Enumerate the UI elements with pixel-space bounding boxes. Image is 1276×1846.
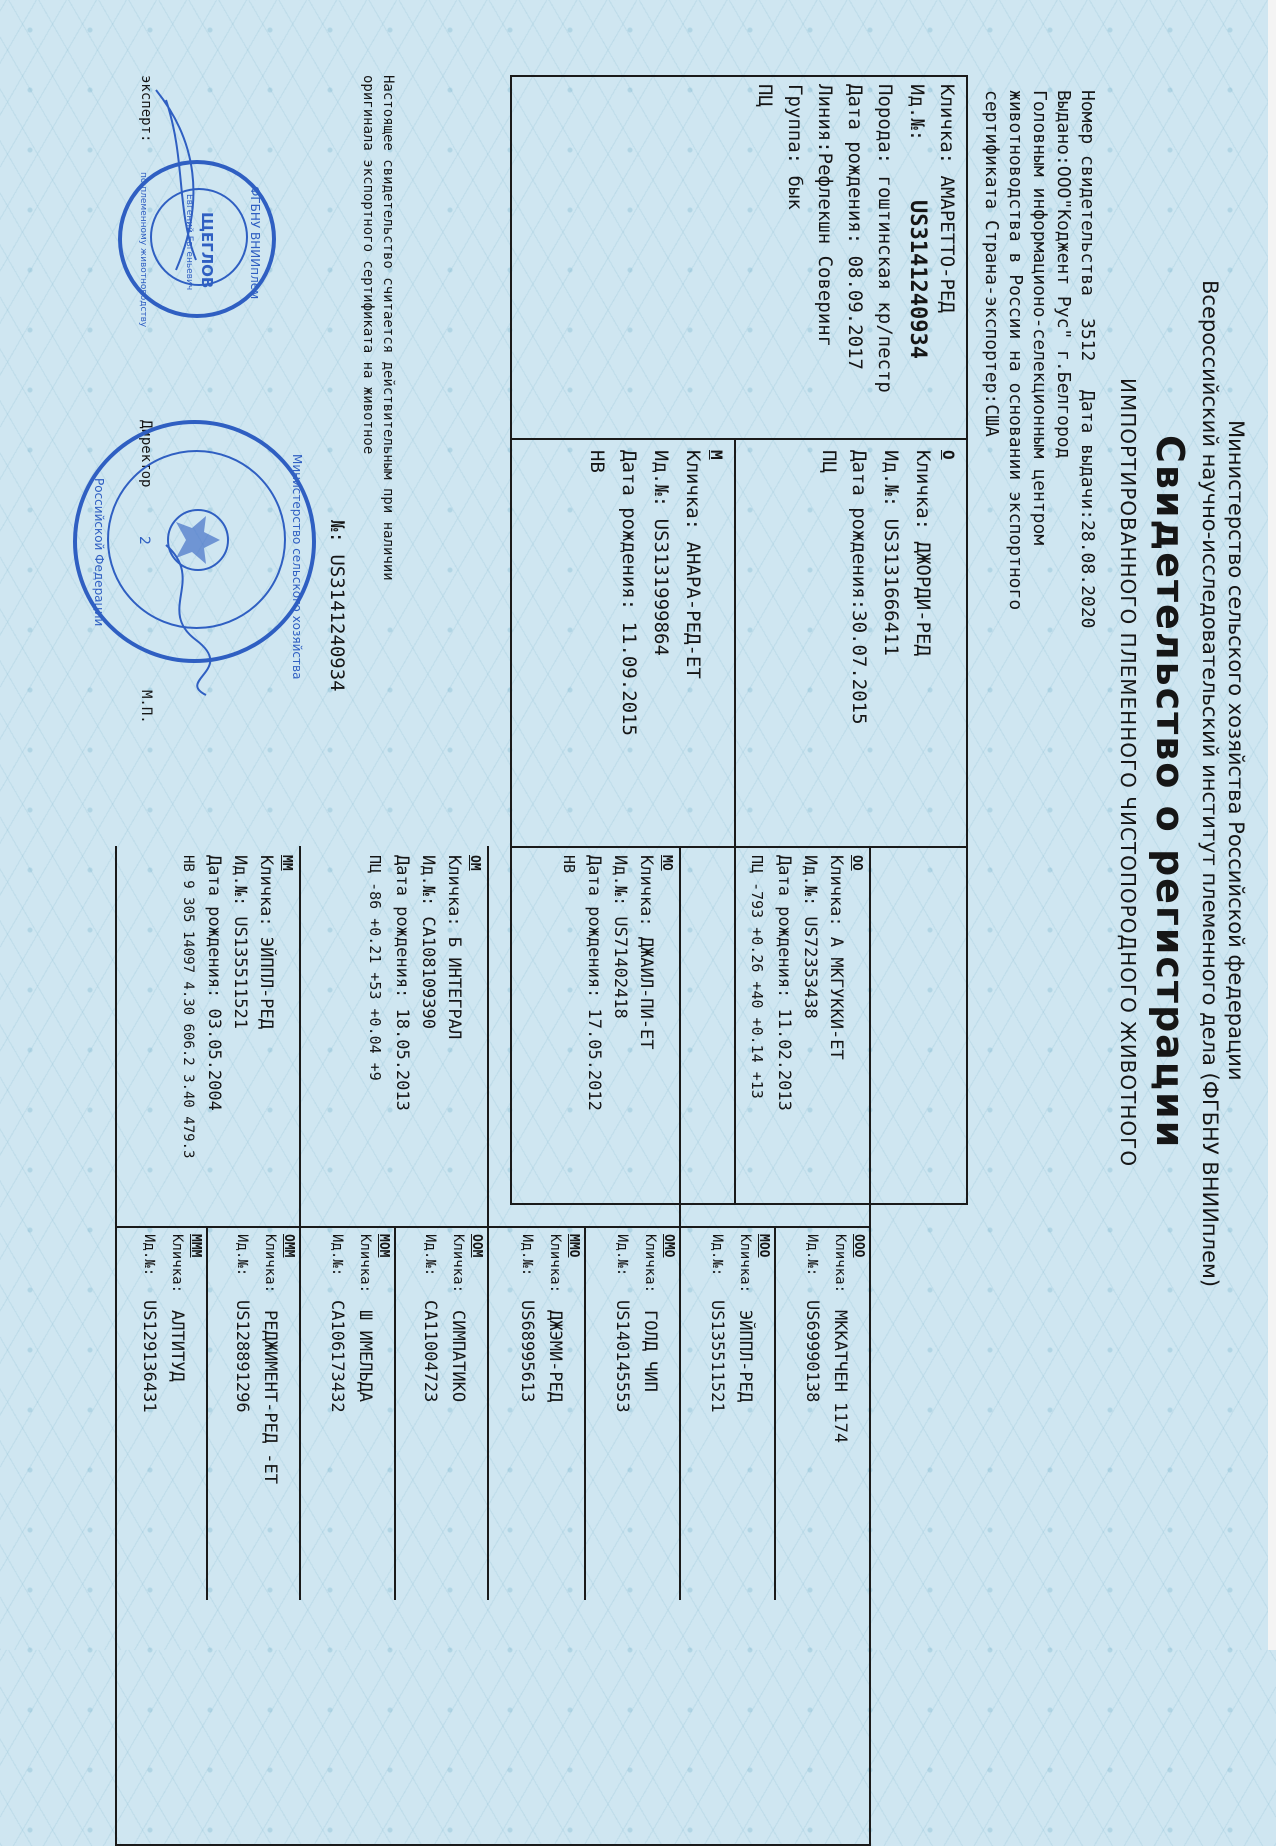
ggp-name: ГОЛД ЧИП bbox=[640, 1310, 660, 1392]
ggp-code: ММО bbox=[566, 1234, 581, 1258]
expert-signature bbox=[136, 80, 216, 280]
ggp-name: МККАТЧЕН 1174 bbox=[830, 1310, 850, 1444]
ggp-id: US129136431 bbox=[139, 1300, 159, 1413]
institute-line: Всероссийский научно-исследовательский институт племенного дела (ФГБНУ ВНИИплем) bbox=[1198, 280, 1222, 1288]
gp-code: ОО bbox=[849, 855, 864, 871]
ggp-code: ОМО bbox=[661, 1234, 676, 1258]
issued-to: Выдано:ООО"Коджент Рус" г.Белгород bbox=[1053, 90, 1074, 459]
expert-stamp-bottom: по племенному животноводству bbox=[138, 172, 148, 328]
ggp-id-label: Ид.№: bbox=[709, 1234, 725, 1277]
certificate-subtitle: ИМПОРТИРОВАННОГО ПЛЕМЕННОГО ЧИСТОПОРОДНОГО ЖИВОТНОГО bbox=[1116, 378, 1140, 1168]
ggp-id-label: Ид.№: bbox=[804, 1234, 820, 1277]
gp-extra: НВ 9 305 14097 4.30 606.2 3.40 479.3 bbox=[180, 855, 196, 1159]
expert-stamp-name: ЩЕГЛОВ bbox=[198, 212, 216, 289]
ggp-name-label: Кличка: bbox=[547, 1234, 563, 1294]
gp-code: ММ bbox=[279, 855, 294, 871]
expert-stamp-org: ФГБНУ ВНИИплем bbox=[248, 186, 262, 300]
gp-birth: Дата рождения: 18.05.2013 bbox=[392, 855, 412, 1111]
ggp-code: ООМ bbox=[469, 1234, 484, 1258]
director-signature bbox=[146, 540, 216, 700]
ggp-name-label: Кличка: bbox=[642, 1234, 658, 1294]
ggp-id-label: Ид.№: bbox=[141, 1234, 157, 1277]
certificate-number-label: Номер свидетельства bbox=[1077, 90, 1098, 296]
ggp-code: ОММ bbox=[281, 1234, 296, 1258]
gp-extra: ПЦ -86 +0.21 +53 +0.04 +9 bbox=[366, 855, 384, 1081]
gp-id: Ид.№: US135511521 bbox=[230, 855, 250, 1029]
validity-line-1: Настоящее свидетельство считается действительным при наличии bbox=[380, 75, 396, 581]
ministry-line: Министерство сельского хозяйства Российской федерации bbox=[1224, 420, 1248, 1081]
ggp-id: US135511521 bbox=[707, 1300, 727, 1413]
ggp-name-label: Кличка: bbox=[357, 1234, 373, 1294]
mother-code: М bbox=[707, 450, 726, 460]
ggp-id: US68995613 bbox=[517, 1300, 537, 1403]
ggp-id: US140145553 bbox=[612, 1300, 632, 1413]
ggp-name-label: Кличка: bbox=[832, 1234, 848, 1294]
father-name: Кличка: ДЖОРДИ-РЕД bbox=[912, 450, 934, 656]
ggp-name: РЕДЖИМЕНТ-РЕД -ЕТ bbox=[260, 1310, 280, 1484]
ggp-id: CA11004723 bbox=[420, 1300, 440, 1403]
ggp-name: ЭЙППЛ-РЕД bbox=[735, 1310, 755, 1403]
certificate-number: 3512 bbox=[1077, 318, 1098, 362]
ggp-name-label: Кличка: bbox=[262, 1234, 278, 1294]
gp-id: Ид.№: CA108109390 bbox=[418, 855, 438, 1029]
center-line-2: животноводства в России на основании экспортного bbox=[1005, 90, 1026, 611]
animal-line: Линия:Рефлекшн Соверинг bbox=[814, 84, 836, 348]
father-pc: ПЦ bbox=[818, 450, 840, 473]
father-birth: Дата рождения:30.07.2015 bbox=[848, 450, 870, 725]
ggp-name-label: Кличка: bbox=[737, 1234, 753, 1294]
gp-birth: Дата рождения: 17.05.2012 bbox=[584, 855, 604, 1111]
ggp-name: СИМПАТИКО bbox=[448, 1310, 468, 1403]
expert-label: эксперт: bbox=[138, 75, 154, 143]
director-stamp-sub: Российской Федерации bbox=[92, 478, 106, 627]
director-stamp-number: 2 bbox=[136, 536, 152, 545]
father-code: О bbox=[939, 450, 958, 460]
gp-id: Ид.№: US72353438 bbox=[800, 855, 820, 1019]
gp-name: Кличка: ДЖАИЛ-ПИ-ЕТ bbox=[636, 855, 656, 1050]
ggp-id-label: Ид.№: bbox=[614, 1234, 630, 1277]
gp-name: Кличка: А МКГУККИ-ЕТ bbox=[826, 855, 846, 1060]
mother-birth: Дата рождения: 11.09.2015 bbox=[618, 450, 640, 736]
ggp-name: АЛТИТУД bbox=[167, 1310, 187, 1382]
grid-divider bbox=[487, 1226, 489, 1600]
animal-birth: Дата рождения: 08.09.2017 bbox=[844, 84, 866, 370]
grid-divider bbox=[679, 846, 681, 1226]
grid-divider bbox=[299, 846, 301, 1226]
animal-group: Группа: бык bbox=[784, 84, 806, 210]
ggp-id-label: Ид.№: bbox=[422, 1234, 438, 1277]
animal-pc: ПЦ bbox=[754, 84, 776, 107]
mother-hv: НВ bbox=[586, 450, 608, 473]
gp-name: Кличка: Б ИНТЕГРАЛ bbox=[444, 855, 464, 1040]
grid-divider bbox=[679, 1226, 681, 1600]
animal-id: US3141240934 bbox=[905, 200, 930, 359]
animal-name: Кличка: АМАРЕТТО-РЕД bbox=[936, 84, 958, 313]
grid-divider bbox=[584, 1226, 586, 1600]
ggp-code: МОМ bbox=[376, 1234, 391, 1258]
ggp-name-label: Кличка: bbox=[169, 1234, 185, 1294]
father-id: Ид.№: US3131666411 bbox=[880, 450, 902, 656]
validity-cert-ref: №: US3141240934 bbox=[326, 520, 348, 692]
gp-name: Кличка: ЭЙППЛ-РЕД bbox=[256, 855, 276, 1029]
ggp-id-label: Ид.№: bbox=[234, 1234, 250, 1277]
gp-code: ОМ bbox=[467, 855, 482, 871]
ggp-code: МОО bbox=[756, 1234, 771, 1258]
certificate-title: Свидетельство о регистрации bbox=[1148, 435, 1192, 1150]
mother-id: Ид.№: US3131999864 bbox=[650, 450, 672, 656]
validity-line-2: оригинала экспортного сертификата на животное bbox=[360, 75, 376, 455]
grid-divider bbox=[299, 1226, 301, 1600]
gp-birth: Дата рождения: 11.02.2013 bbox=[774, 855, 794, 1111]
ggp-code: МММ bbox=[188, 1234, 203, 1258]
center-line-1: Головным информационо-селекционным центром bbox=[1029, 90, 1050, 546]
ggp-id-label: Ид.№: bbox=[519, 1234, 535, 1277]
ggp-id: CA106173432 bbox=[327, 1300, 347, 1413]
ggp-name: ДЖЭМИ-РЕД bbox=[545, 1310, 565, 1403]
center-line-3: сертификата Страна-экспортер:США bbox=[981, 90, 1002, 437]
ggp-id: US69990138 bbox=[802, 1300, 822, 1403]
issue-date: Дата выдачи:28.08.2020 bbox=[1077, 390, 1098, 629]
gp-extra: ПЦ -793 +0.26 +40 +0.14 +13 bbox=[748, 855, 766, 1099]
director-stamp-top: Министерство сельского хозяйства bbox=[290, 454, 304, 680]
grid-divider bbox=[394, 1226, 396, 1600]
gp-id: Ид.№: US71402418 bbox=[610, 855, 630, 1019]
mother-name: Кличка: АНАРА-РЕД-ЕТ bbox=[682, 450, 704, 679]
gp-code: МО bbox=[659, 855, 674, 871]
director-label: Директор bbox=[138, 420, 154, 488]
grid-divider bbox=[206, 1226, 208, 1600]
grid-divider bbox=[510, 438, 968, 440]
animal-breed: Порода: гоштинская кр/пестр bbox=[874, 84, 896, 393]
animal-id-label: Ид.№: bbox=[906, 84, 928, 142]
gp-extra: НВ bbox=[560, 855, 578, 874]
gp-birth: Дата рождения: 03.05.2004 bbox=[204, 855, 224, 1111]
ggp-name: Ш ИМЕЛЬДА bbox=[355, 1310, 375, 1403]
ggp-id: US128891296 bbox=[232, 1300, 252, 1413]
grid-divider bbox=[487, 846, 489, 1226]
ggp-id-label: Ид.№: bbox=[329, 1234, 345, 1277]
grid-divider bbox=[774, 1226, 776, 1600]
expert-stamp-sub: Евгений Евгеньевич bbox=[184, 194, 194, 291]
ggp-name-label: Кличка: bbox=[450, 1234, 466, 1294]
mp-label: М.П. bbox=[138, 690, 154, 724]
ggp-code: ООО bbox=[851, 1234, 866, 1258]
